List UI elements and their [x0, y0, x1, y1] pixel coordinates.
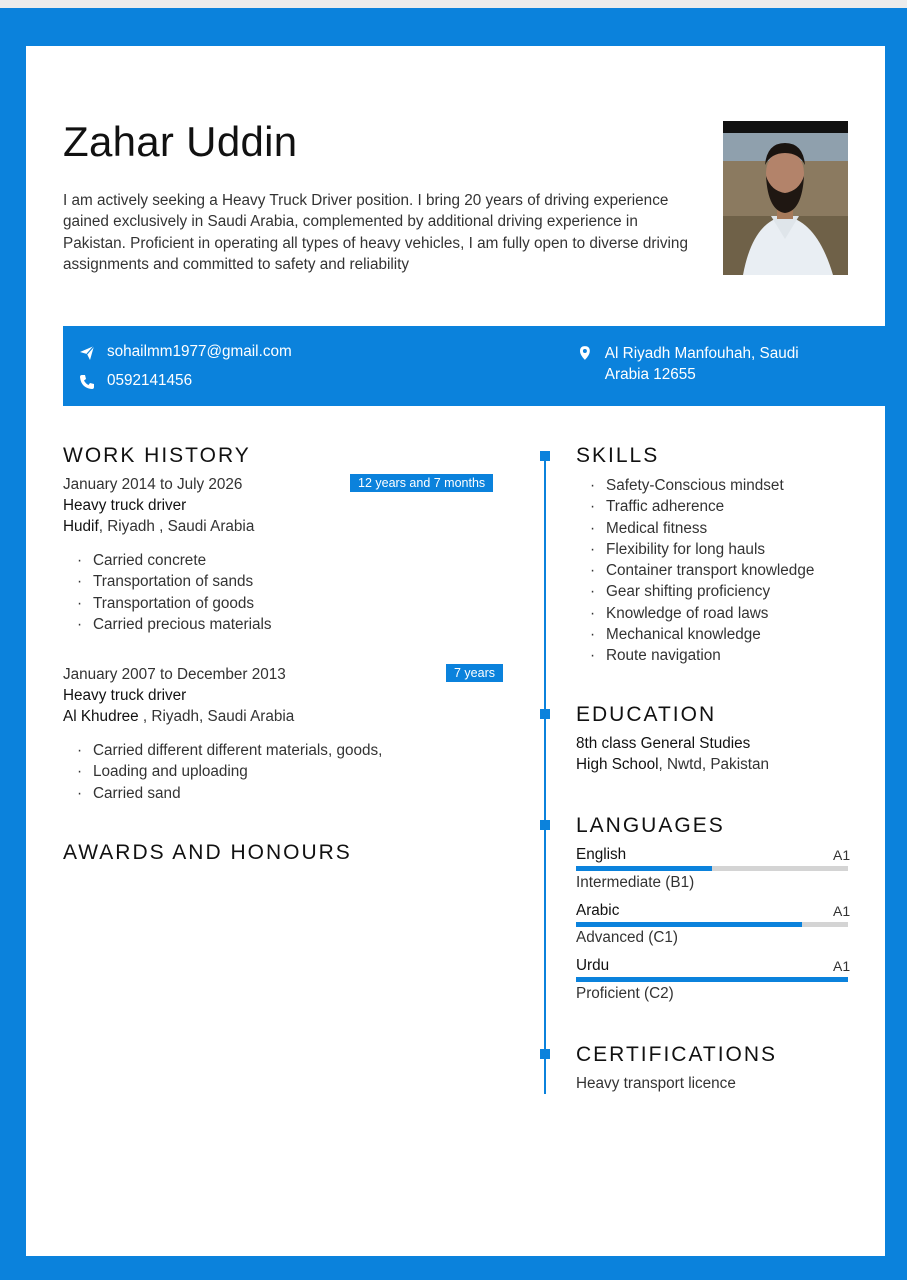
list-item: · Traffic adherence: [576, 496, 814, 517]
list-item: · Route navigation: [576, 645, 814, 666]
job-2-employer: [63, 708, 294, 726]
list-item: · Medical fitness: [576, 518, 814, 539]
job-2-duties: [63, 740, 382, 804]
list-item: · Loading and uploading: [63, 761, 382, 782]
email-text: sohailmm1977@gmail.com: [107, 343, 292, 360]
address-item: [577, 343, 817, 385]
professional-summary: I am actively seeking a Heavy Truck Driver position. I bring 20 years of driving experience gained exclusively in Saudi Arabia, complemented by additional driving experience in Pakistan. Proficient in operating all types of heavy vehicles, I am fully open to diverse driving assignments and committed to safety and reliability: [63, 192, 688, 273]
education-degree: 8th class General Studies: [576, 735, 751, 752]
education-school-location: , Nwtd, Pakistan: [658, 756, 770, 773]
lang-1-code: A1: [833, 847, 851, 863]
education-heading: EDUCATION: [576, 703, 717, 726]
lang-3-bar-fill: [576, 977, 848, 982]
job-1-location: , Riyadh , Saudi Arabia: [98, 518, 255, 535]
lang-2-bar-fill: [576, 922, 802, 927]
languages-heading: LANGUAGES: [576, 814, 725, 837]
lang-1-bar-fill: [576, 866, 712, 871]
lang-2-level: Advanced (C1): [576, 929, 679, 946]
lang-3-name: Urdu: [576, 957, 610, 974]
list-item: · Carried different different materials, goods,: [63, 740, 382, 761]
education-school-name: High School: [576, 756, 659, 773]
phone-text: 0592141456: [107, 372, 193, 389]
skills-marker: [540, 451, 550, 461]
education-marker: [540, 709, 550, 719]
job-2-location: , Riyadh, Saudi Arabia: [138, 708, 295, 725]
job-1-role: Heavy truck driver: [63, 497, 187, 514]
job-1-dates: January 2014 to July 2026: [63, 476, 243, 493]
list-item: · Gear shifting proficiency: [576, 581, 814, 602]
list-item: · Transportation of sands: [63, 571, 272, 592]
job-2-dates: January 2007 to December 2013: [63, 666, 286, 683]
lang-2-name: Arabic: [576, 902, 620, 919]
candidate-name: Zahar Uddin: [63, 118, 298, 165]
map-pin-icon: [577, 345, 593, 361]
lang-2-bar: [576, 922, 848, 927]
skills-list: [576, 475, 814, 667]
job-1-company: Hudif: [63, 518, 99, 535]
profile-photo: [723, 121, 848, 275]
education-school: [576, 756, 769, 774]
lang-3-bar: [576, 977, 848, 982]
list-item: · Safety-Conscious mindset: [576, 475, 814, 496]
list-item: · Carried precious materials: [63, 614, 272, 635]
job-1-duration-badge: 12 years and 7 months: [350, 474, 493, 492]
address-text: Al Riyadh Manfouhah, Saudi Arabia 12655: [604, 345, 799, 383]
lang-1-level: Intermediate (B1): [576, 874, 695, 891]
job-2-duration-badge: 7 years: [446, 664, 503, 682]
certifications-marker: [540, 1049, 550, 1059]
job-1-duties: [63, 550, 272, 635]
column-divider: [544, 454, 546, 1094]
lang-1-bar: [576, 866, 848, 871]
paper-plane-icon: [79, 345, 95, 361]
page-frame: [0, 8, 907, 1280]
job-1-employer: [63, 518, 254, 536]
lang-1-name: English: [576, 846, 627, 863]
lang-3-code: A1: [833, 958, 851, 974]
resume-page: [26, 46, 885, 1256]
work-history-heading: WORK HISTORY: [63, 444, 251, 467]
list-item: · Knowledge of road laws: [576, 603, 814, 624]
certifications-heading: CERTIFICATIONS: [576, 1043, 778, 1066]
lang-3-level: Proficient (C2): [576, 985, 674, 1002]
certification-item: Heavy transport licence: [576, 1075, 736, 1092]
contact-bar: [63, 326, 885, 406]
skills-heading: SKILLS: [576, 444, 660, 467]
list-item: · Transportation of goods: [63, 593, 272, 614]
email-item[interactable]: [79, 343, 292, 361]
job-2-company: Al Khudree: [63, 708, 139, 725]
job-2-role: Heavy truck driver: [63, 687, 187, 704]
list-item: · Container transport knowledge: [576, 560, 814, 581]
list-item: · Flexibility for long hauls: [576, 539, 814, 560]
languages-marker: [540, 820, 550, 830]
phone-icon: [79, 374, 95, 390]
phone-item[interactable]: [79, 372, 192, 390]
list-item: · Carried sand: [63, 783, 382, 804]
list-item: · Carried concrete: [63, 550, 272, 571]
list-item: · Mechanical knowledge: [576, 624, 814, 645]
lang-2-code: A1: [833, 903, 851, 919]
awards-heading: AWARDS AND HONOURS: [63, 841, 352, 864]
